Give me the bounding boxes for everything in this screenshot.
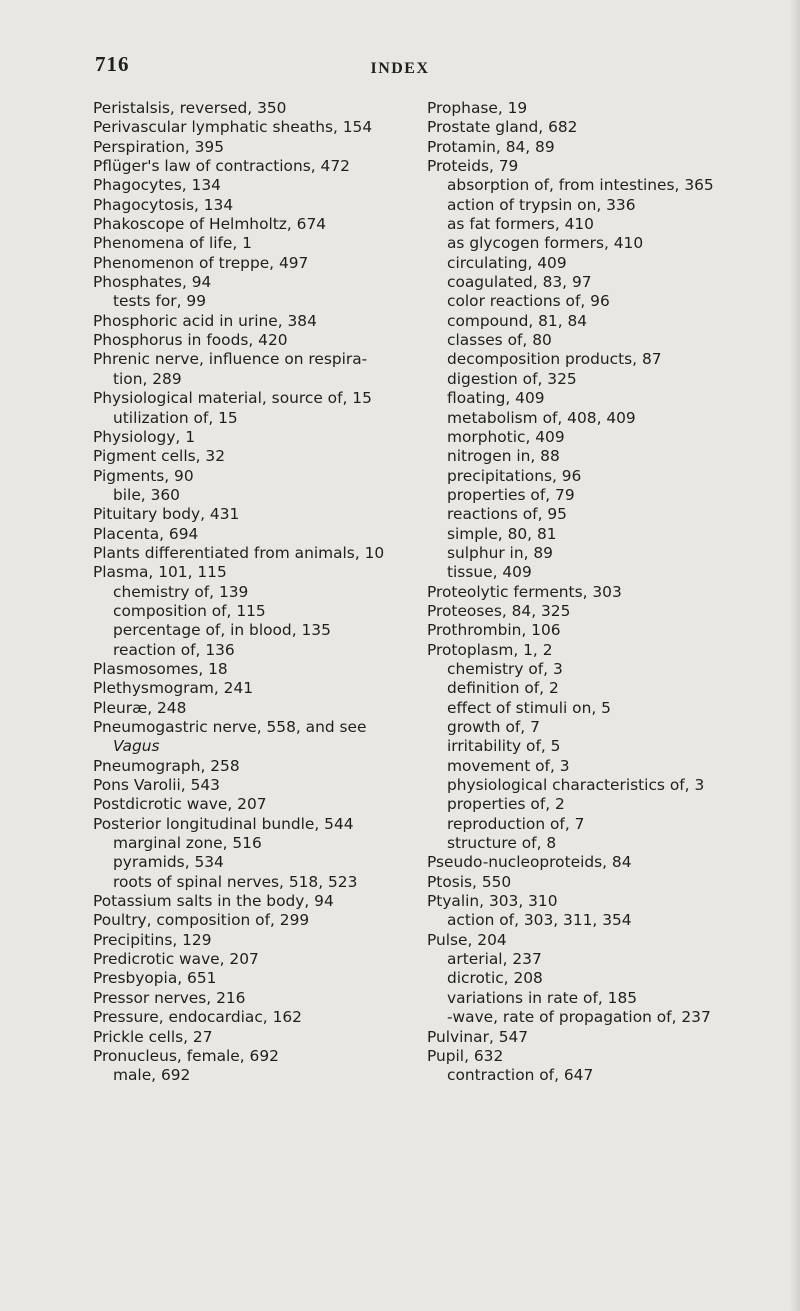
- index-subentry: -wave, rate of propagation of, 237: [447, 1008, 711, 1027]
- index-subentry: action of trypsin on, 336: [447, 195, 636, 214]
- index-entry: Pituitary body, 431: [93, 505, 240, 524]
- index-subentry: floating, 409: [447, 389, 545, 408]
- index-entry: Posterior longitudinal bundle, 544: [93, 814, 354, 833]
- index-subentry: variations in rate of, 185: [447, 988, 638, 1007]
- index-subentry: metabolism of, 408, 409: [447, 408, 636, 427]
- index-entry: Phosphorus in foods, 420: [93, 331, 288, 350]
- index-entry: Presbyopia, 651: [93, 969, 217, 988]
- index-entry: Phagocytosis, 134: [93, 195, 234, 214]
- index-subentry: male, 692: [113, 1066, 191, 1085]
- index-entry-continuation: Vagus: [113, 737, 160, 756]
- index-subentry: roots of spinal nerves, 518, 523: [113, 872, 358, 891]
- index-entry: Plants differentiated from animals, 10: [93, 543, 385, 562]
- index-subentry: growth of, 7: [447, 718, 540, 736]
- index-subentry: absorption of, from intestines, 365: [447, 176, 714, 195]
- index-entry: Physiology, 1: [93, 427, 196, 446]
- index-subentry: bile, 360: [113, 485, 180, 504]
- index-entry: Pulvinar, 547: [427, 1027, 529, 1046]
- index-entry: Phagocytes, 134: [93, 176, 221, 195]
- index-subentry: marginal zone, 516: [113, 834, 262, 853]
- index-subentry: tissue, 409: [447, 563, 532, 582]
- index-subentry: morphotic, 409: [447, 427, 565, 446]
- index-entry: Pressure, endocardiac, 162: [93, 1008, 302, 1027]
- index-subentry: properties of, 79: [447, 485, 575, 504]
- index-entry: Perivascular lymphatic sheaths, 154: [93, 118, 373, 137]
- index-entry: Perspiration, 395: [93, 137, 224, 156]
- index-subentry: irritability of, 5: [447, 737, 561, 756]
- index-entry: Precipitins, 129: [93, 930, 212, 949]
- index-entry: Postdicrotic wave, 207: [93, 795, 267, 814]
- index-subentry: pyramids, 534: [113, 853, 224, 872]
- index-entry: Ptosis, 550: [427, 872, 512, 891]
- index-subentry: contraction of, 647: [447, 1066, 594, 1085]
- index-subentry: action of, 303, 311, 354: [447, 911, 632, 930]
- index-entry: Phrenic nerve, influence on respira-: [93, 350, 368, 369]
- index-subentry: dicrotic, 208: [447, 969, 543, 988]
- index-subentry: reaction of, 136: [113, 640, 235, 659]
- page-header: [0, 52, 800, 82]
- index-entry: Plethysmogram, 241: [93, 679, 254, 698]
- page-number: 716: [95, 52, 130, 76]
- index-entry: Pigment cells, 32: [93, 447, 226, 466]
- index-subentry: classes of, 80: [447, 331, 552, 350]
- index-entry: Prophase, 19: [427, 99, 528, 117]
- index-entry: Poultry, composition of, 299: [93, 911, 310, 930]
- index-entry: Phakoscope of Helmholtz, 674: [93, 215, 327, 234]
- index-subentry: sulphur in, 89: [447, 543, 553, 562]
- index-entry: Ptyalin, 303, 310: [427, 892, 558, 911]
- index-subentry: decomposition products, 87: [447, 350, 662, 369]
- index-entry-continuation: tion, 289: [113, 369, 182, 388]
- index-subentry: physiological characteristics of, 3: [447, 776, 705, 795]
- index-entry: Pronucleus, female, 692: [93, 1046, 279, 1065]
- index-subentry: digestion of, 325: [447, 369, 577, 388]
- index-entry: Potassium salts in the body, 94: [93, 892, 334, 911]
- index-subentry: properties of, 2: [447, 795, 565, 814]
- index-entry: Proteolytic ferments, 303: [427, 582, 622, 601]
- index-entry: Pressor nerves, 216: [93, 988, 246, 1007]
- index-entry: Pons Varolii, 543: [93, 776, 220, 795]
- index-subentry: structure of, 8: [447, 834, 557, 853]
- index-subentry: precipitations, 96: [447, 466, 582, 485]
- index-subentry: percentage of, in blood, 135: [113, 621, 331, 640]
- index-entry: Phosphates, 94: [93, 273, 212, 292]
- index-entry: Phenomena of life, 1: [93, 234, 252, 253]
- index-subentry: simple, 80, 81: [447, 524, 557, 543]
- index-subentry: effect of stimuli on, 5: [447, 698, 611, 717]
- index-subentry: movement of, 3: [447, 756, 570, 775]
- index-entry: Plasmosomes, 18: [93, 659, 228, 678]
- index-subentry: compound, 81, 84: [447, 311, 588, 330]
- index-entry: Pupil, 632: [427, 1046, 504, 1065]
- index-entry: Proteoses, 84, 325: [427, 601, 571, 620]
- index-entry: Pulse, 204: [427, 930, 507, 949]
- index-entry: Predicrotic wave, 207: [93, 950, 259, 969]
- index-entry: Pneumograph, 258: [93, 756, 240, 775]
- index-entry: Plasma, 101, 115: [93, 563, 227, 582]
- index-subentry: as fat formers, 410: [447, 215, 594, 234]
- index-subentry: arterial, 237: [447, 950, 542, 969]
- index-subentry: coagulated, 83, 97: [447, 273, 592, 292]
- index-subentry: chemistry of, 139: [113, 582, 249, 601]
- index-entry: Proteids, 79: [427, 157, 519, 176]
- index-subentry: utilization of, 15: [113, 408, 238, 427]
- index-entry: Placenta, 694: [93, 524, 199, 543]
- index-entry: Pflüger's law of contractions, 472: [93, 157, 350, 176]
- index-subentry: circulating, 409: [447, 253, 567, 272]
- index-entry: Pleuræ, 248: [93, 698, 187, 717]
- index-entry: Pigments, 90: [93, 466, 194, 485]
- index-subentry: composition of, 115: [113, 601, 266, 620]
- index-entry: Phosphoric acid in urine, 384: [93, 311, 317, 330]
- index-entry: Physiological material, source of, 15: [93, 389, 372, 408]
- index-subentry: chemistry of, 3: [447, 659, 563, 678]
- index-entry: Pneumogastric nerve, 558, and see: [93, 718, 367, 736]
- index-subentry: nitrogen in, 88: [447, 447, 560, 466]
- index-subentry: color reactions of, 96: [447, 292, 610, 311]
- index-subentry: as glycogen formers, 410: [447, 234, 644, 253]
- index-entry: Pseudo-nucleoproteids, 84: [427, 853, 632, 872]
- index-entry: Prostate gland, 682: [427, 118, 578, 137]
- index-subentry: tests for, 99: [113, 292, 206, 311]
- index-subentry: reproduction of, 7: [447, 814, 585, 833]
- index-entry: Protamin, 84, 89: [427, 137, 555, 156]
- index-entry: Prickle cells, 27: [93, 1027, 213, 1046]
- index-column-right: [427, 99, 714, 1086]
- page-edge-shadow: [790, 0, 800, 1311]
- index-column-left: [93, 99, 384, 1086]
- index-entry: Peristalsis, reversed, 350: [93, 99, 287, 117]
- index-subentry: reactions of, 95: [447, 505, 567, 524]
- index-entry: Phenomenon of treppe, 497: [93, 253, 309, 272]
- index-entry: Protoplasm, 1, 2: [427, 640, 553, 659]
- page-title: INDEX: [370, 60, 430, 77]
- index-entry: Prothrombin, 106: [427, 621, 561, 640]
- index-subentry: definition of, 2: [447, 679, 559, 698]
